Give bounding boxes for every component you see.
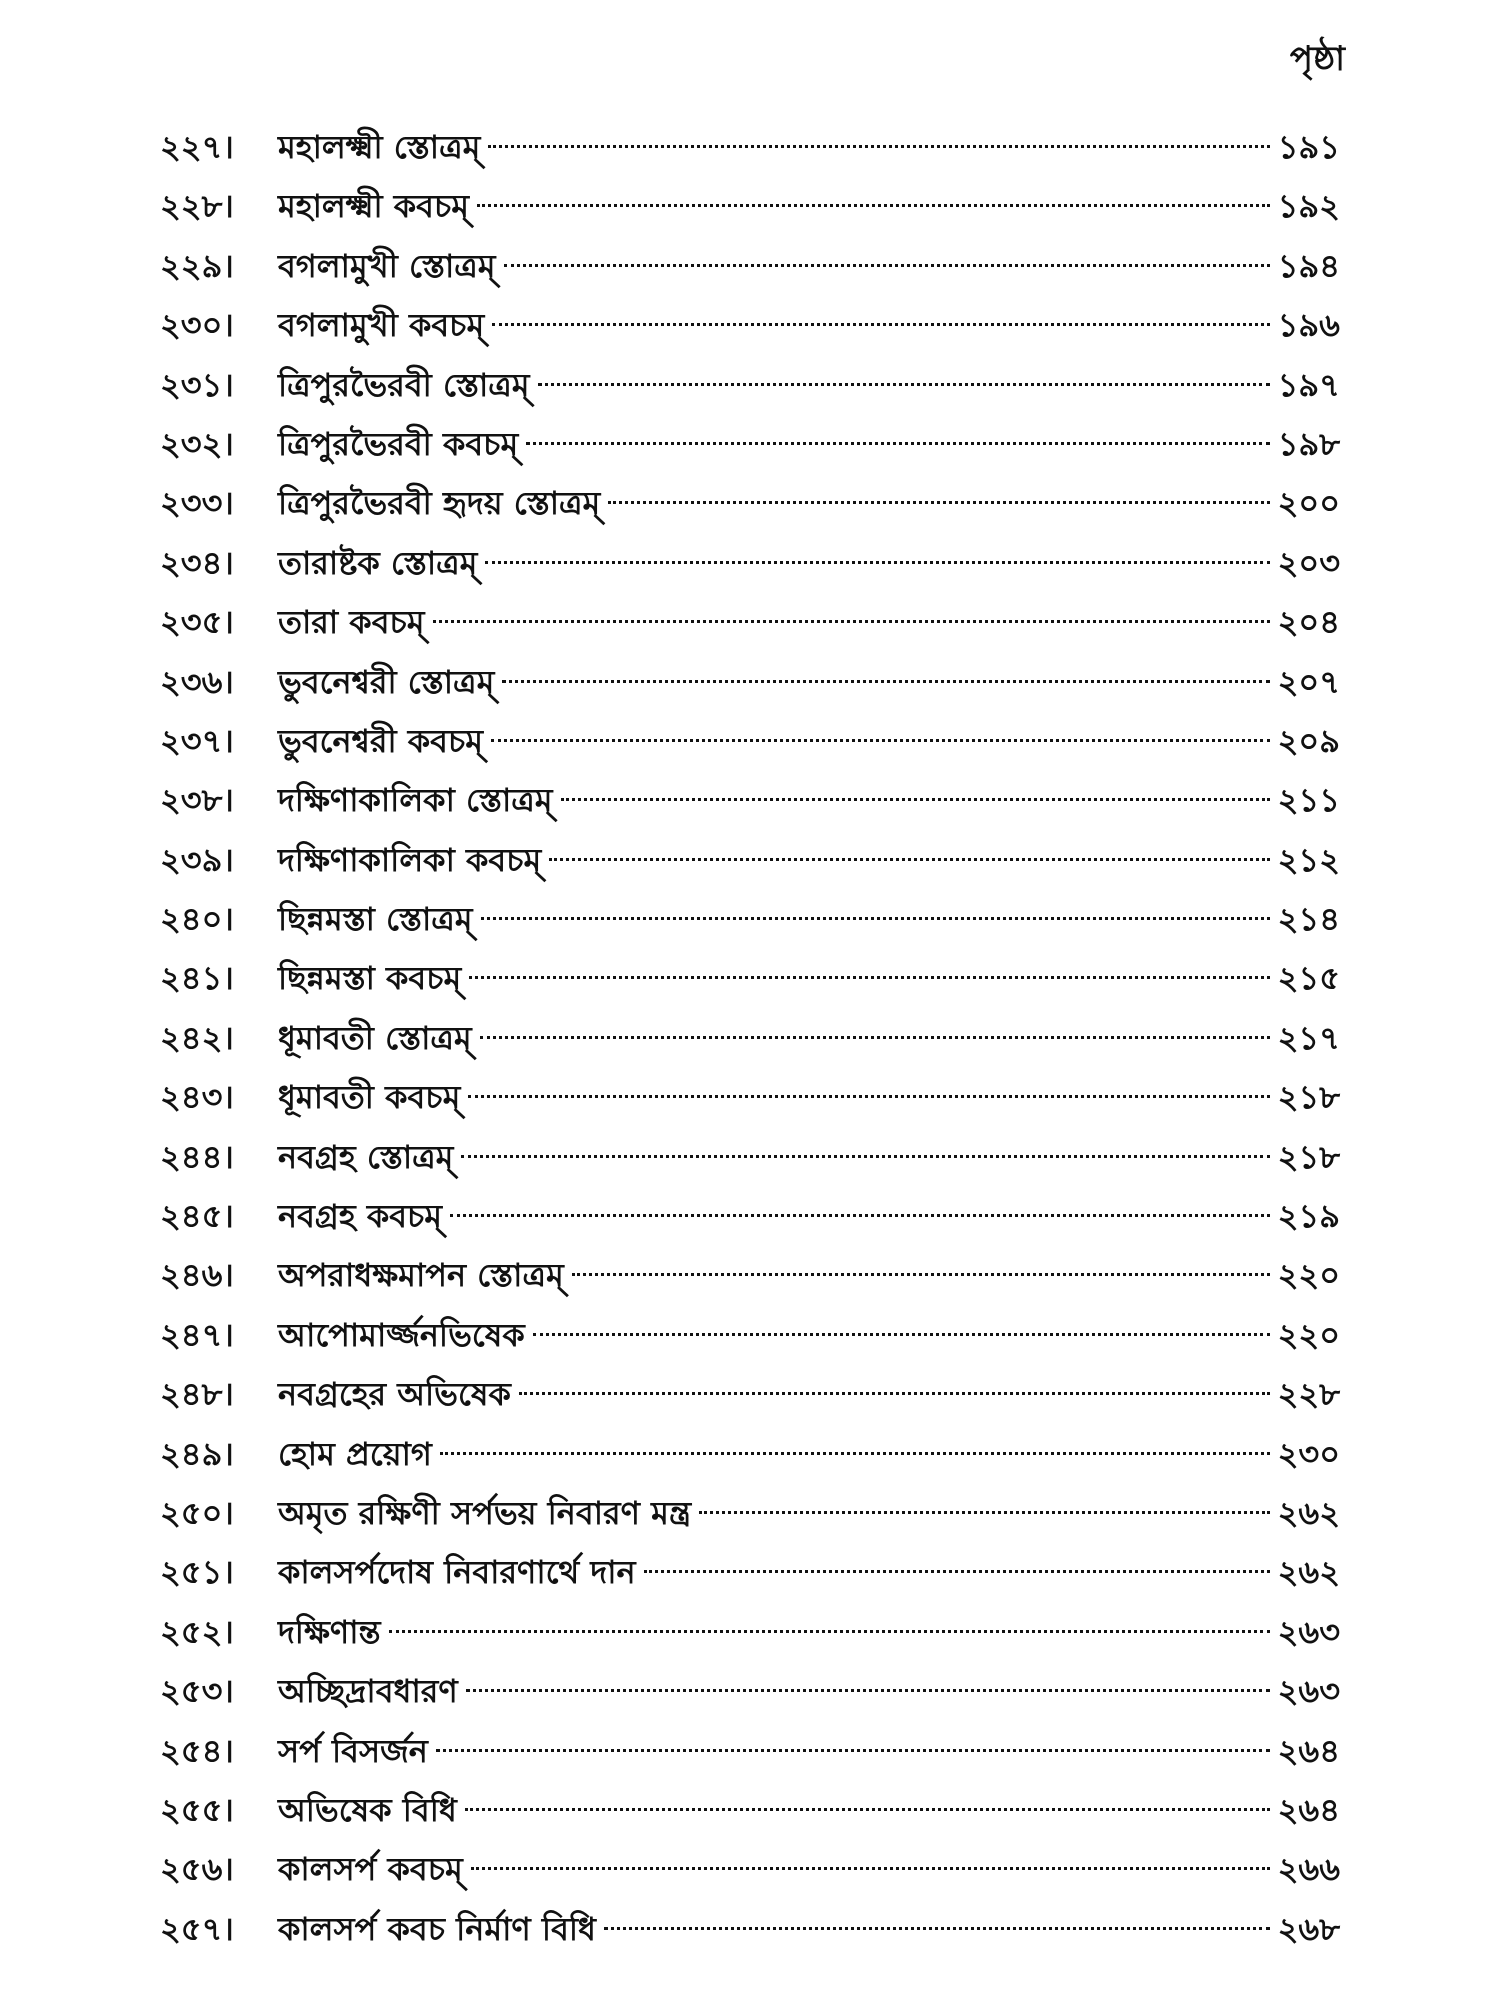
- dot-leader: [433, 620, 1270, 623]
- dot-leader: [533, 1333, 1270, 1336]
- entry-number: ২৪৭।: [160, 1315, 234, 1354]
- dot-leader: [538, 383, 1270, 386]
- entry-page-number: ২৬৩: [1277, 1612, 1340, 1651]
- toc-entry: [160, 653, 1340, 712]
- toc-entry: [160, 118, 1340, 177]
- entry-page-number: ১৯২: [1277, 187, 1340, 226]
- entry-title: দক্ষিণাকালিকা কবচম্: [278, 840, 542, 879]
- entry-title: ত্রিপুরভৈরবী স্তোত্রম্: [278, 365, 530, 404]
- entry-title: ছিন্নমস্তা কবচম্: [278, 959, 462, 998]
- entry-number: ২৪৮।: [160, 1375, 234, 1414]
- entry-number: ২৩২।: [160, 424, 234, 463]
- dot-leader: [469, 976, 1269, 979]
- entry-title: ভুবনেশ্বরী কবচম্: [278, 721, 484, 760]
- toc-entry: [160, 177, 1340, 236]
- entry-page-number: ২১৫: [1277, 959, 1340, 998]
- dot-leader: [526, 442, 1269, 445]
- toc-entry: [160, 296, 1340, 355]
- toc-entry: [160, 1246, 1340, 1305]
- toc-entry: [160, 1484, 1340, 1543]
- toc-entry: [160, 771, 1340, 830]
- entry-number: ২৩৩।: [160, 484, 234, 523]
- entry-number: ২৪০।: [160, 900, 234, 939]
- dot-leader: [561, 798, 1270, 801]
- entry-number: ২৪৪।: [160, 1137, 234, 1176]
- entry-number: ২৩১।: [160, 365, 234, 404]
- entry-title: হোম প্রয়োগ: [278, 1434, 432, 1473]
- entry-number: ২৩৮।: [160, 781, 234, 820]
- entry-number: ২৫৬।: [160, 1850, 234, 1889]
- dot-leader: [572, 1273, 1270, 1276]
- entry-number: ২৫২।: [160, 1612, 234, 1651]
- entry-page-number: ২৬২: [1277, 1493, 1340, 1532]
- dot-leader: [450, 1214, 1270, 1217]
- entry-number: ২৩৯।: [160, 840, 234, 879]
- entry-page-number: ১৯১: [1277, 128, 1340, 166]
- entry-title: নবগ্রহ কবচম্: [278, 1197, 443, 1236]
- entry-number: ২৫০।: [160, 1493, 234, 1532]
- entry-page-number: ২১৯: [1277, 1197, 1340, 1236]
- entry-page-number: ২৬৩: [1277, 1672, 1340, 1711]
- entry-title: অচ্ছিদ্রাবধারণ: [278, 1672, 458, 1711]
- entry-page-number: ২০৩: [1277, 543, 1340, 582]
- entry-title: ভুবনেশ্বরী স্তোত্রম্: [278, 662, 495, 701]
- entry-page-number: ২৬২: [1277, 1553, 1340, 1592]
- entry-title: কালসর্পদোষ নিবারণার্থে দান: [278, 1553, 636, 1592]
- entry-number: ২৪৫।: [160, 1197, 234, 1236]
- entry-title: কালসর্প কবচ নির্মাণ বিধি: [278, 1909, 596, 1948]
- entry-page-number: ২১৮: [1277, 1137, 1340, 1176]
- toc-entry: [160, 890, 1340, 949]
- entry-page-number: ২৬৪: [1277, 1731, 1340, 1770]
- toc-entry: [160, 1009, 1340, 1068]
- toc-entry: [160, 1900, 1340, 1959]
- entry-page-number: ১৯৭: [1277, 365, 1340, 404]
- entry-title: অমৃত রক্ষিণী সর্পভয় নিবারণ মন্ত্র: [278, 1493, 692, 1532]
- dot-leader: [488, 145, 1269, 148]
- entry-page-number: ২০৯: [1277, 721, 1340, 760]
- toc-entry: [160, 1365, 1340, 1424]
- dot-leader: [477, 204, 1270, 207]
- entry-page-number: ১৯৪: [1277, 246, 1340, 285]
- entry-number: ২৪২।: [160, 1018, 234, 1057]
- entry-title: তারা কবচম্: [278, 603, 425, 642]
- entry-title: তারাষ্টক স্তোত্রম্: [278, 543, 478, 582]
- dot-leader: [389, 1630, 1270, 1633]
- entry-number: ২৩৭।: [160, 721, 234, 760]
- entry-page-number: ১৯৬: [1277, 306, 1340, 345]
- toc-entry: [160, 1068, 1340, 1127]
- entry-number: ২২৮।: [160, 187, 234, 226]
- entry-page-number: ২১৭: [1277, 1018, 1340, 1057]
- entry-page-number: ২২০: [1277, 1315, 1340, 1354]
- entry-title: অপরাধক্ষমাপন স্তোত্রম্: [278, 1256, 564, 1295]
- dot-leader: [468, 1095, 1269, 1098]
- dot-leader: [480, 1036, 1270, 1039]
- entry-page-number: ২৬৪: [1277, 1790, 1340, 1829]
- dot-leader: [491, 739, 1270, 742]
- entry-page-number: ২২৮: [1277, 1375, 1340, 1414]
- toc-entry: [160, 831, 1340, 890]
- toc-entry: [160, 237, 1340, 296]
- toc-entry: [160, 534, 1340, 593]
- entry-title: ধূমাবতী স্তোত্রম্: [278, 1018, 472, 1057]
- entry-page-number: ২১৮: [1277, 1078, 1340, 1117]
- entry-title: কালসর্প কবচম্: [278, 1850, 463, 1889]
- entry-title: মহালক্ষ্মী স্তোত্রম্: [278, 128, 481, 166]
- entry-title: ছিন্নমস্তা স্তোত্রম্: [278, 900, 473, 939]
- entry-title: ত্রিপুরভৈরবী হৃদয় স্তোত্রম্: [278, 484, 601, 523]
- entry-number: ২৩৬।: [160, 662, 234, 701]
- entry-number: ২৫৭।: [160, 1909, 234, 1948]
- toc-entry: [160, 1425, 1340, 1484]
- entry-page-number: ২৬৮: [1277, 1909, 1340, 1948]
- entry-title: দক্ষিণাকালিকা স্তোত্রম্: [278, 781, 553, 820]
- page-column-header: পৃষ্ঠা: [1289, 39, 1345, 79]
- entry-page-number: ২১১: [1277, 781, 1340, 820]
- toc-entry: [160, 1306, 1340, 1365]
- toc-entry: [160, 1662, 1340, 1721]
- dot-leader: [502, 680, 1269, 683]
- entry-title: বগলামুখী স্তোত্রম্: [278, 246, 496, 285]
- entry-title: ত্রিপুরভৈরবী কবচম্: [278, 424, 519, 463]
- toc-entry: [160, 474, 1340, 533]
- entry-number: ২৪৯।: [160, 1434, 234, 1473]
- entry-title: বগলামুখী কবচম্: [278, 306, 485, 345]
- entry-title: অভিষেক বিধি: [278, 1790, 457, 1829]
- entry-title: সর্প বিসর্জন: [278, 1731, 428, 1770]
- entry-number: ২২৯।: [160, 246, 234, 285]
- toc-entry: [160, 949, 1340, 1008]
- toc-entry: [160, 1543, 1340, 1602]
- toc-entry: [160, 712, 1340, 771]
- toc-entry: [160, 1128, 1340, 1187]
- dot-leader: [519, 1392, 1270, 1395]
- entry-title: ধূমাবতী কবচম্: [278, 1078, 461, 1117]
- entry-title: দক্ষিণান্ত: [278, 1612, 381, 1651]
- entry-title: নবগ্রহের অভিষেক: [278, 1375, 511, 1414]
- toc-entry: [160, 356, 1340, 415]
- toc-entry: [160, 1187, 1340, 1246]
- entry-page-number: ২১২: [1277, 840, 1340, 879]
- dot-leader: [492, 323, 1269, 326]
- dot-leader: [481, 917, 1270, 920]
- dot-leader: [471, 1867, 1270, 1870]
- entry-title: আপোমার্জ্জনভিষেক: [278, 1315, 525, 1354]
- dot-leader: [549, 858, 1269, 861]
- entry-number: ২৩০।: [160, 306, 234, 345]
- dot-leader: [436, 1749, 1270, 1752]
- entry-page-number: ১৯৮: [1277, 424, 1340, 463]
- entry-page-number: ২২০: [1277, 1256, 1340, 1295]
- toc-entry: [160, 1781, 1340, 1840]
- entry-number: ২৫১।: [160, 1553, 234, 1592]
- entry-number: ২৫৩।: [160, 1672, 234, 1711]
- entry-number: ২৩৪।: [160, 543, 234, 582]
- dot-leader: [485, 561, 1269, 564]
- entry-page-number: ২৩০: [1277, 1434, 1340, 1473]
- entry-page-number: ২০০: [1277, 484, 1340, 523]
- dot-leader: [608, 501, 1269, 504]
- entry-page-number: ২০৭: [1277, 662, 1340, 701]
- toc-entry: [160, 593, 1340, 652]
- dot-leader: [699, 1511, 1269, 1514]
- entry-title: মহালক্ষ্মী কবচম্: [278, 187, 470, 226]
- dot-leader: [504, 264, 1270, 267]
- entry-page-number: ২৬৬: [1277, 1850, 1340, 1889]
- dot-leader: [644, 1570, 1270, 1573]
- toc-entry: [160, 415, 1340, 474]
- entry-number: ২৪১।: [160, 959, 234, 998]
- toc-entry: [160, 1840, 1340, 1899]
- entry-page-number: ২১৪: [1277, 900, 1340, 939]
- toc-entry: [160, 1603, 1340, 1662]
- dot-leader: [604, 1927, 1270, 1930]
- entry-number: ২২৭।: [160, 128, 234, 166]
- entry-number: ২৫৪।: [160, 1731, 234, 1770]
- entry-page-number: ২০৪: [1277, 603, 1340, 642]
- dot-leader: [466, 1689, 1270, 1692]
- entry-number: ২৪৬।: [160, 1256, 234, 1295]
- entry-number: ২৫৫।: [160, 1790, 234, 1829]
- table-of-contents: [160, 118, 1340, 1959]
- toc-entry: [160, 1722, 1340, 1781]
- entry-number: ২৪৩।: [160, 1078, 234, 1117]
- dot-leader: [465, 1808, 1270, 1811]
- entry-title: নবগ্রহ স্তোত্রম্: [278, 1137, 454, 1176]
- entry-number: ২৩৫।: [160, 603, 234, 642]
- dot-leader: [440, 1452, 1270, 1455]
- dot-leader: [461, 1155, 1269, 1158]
